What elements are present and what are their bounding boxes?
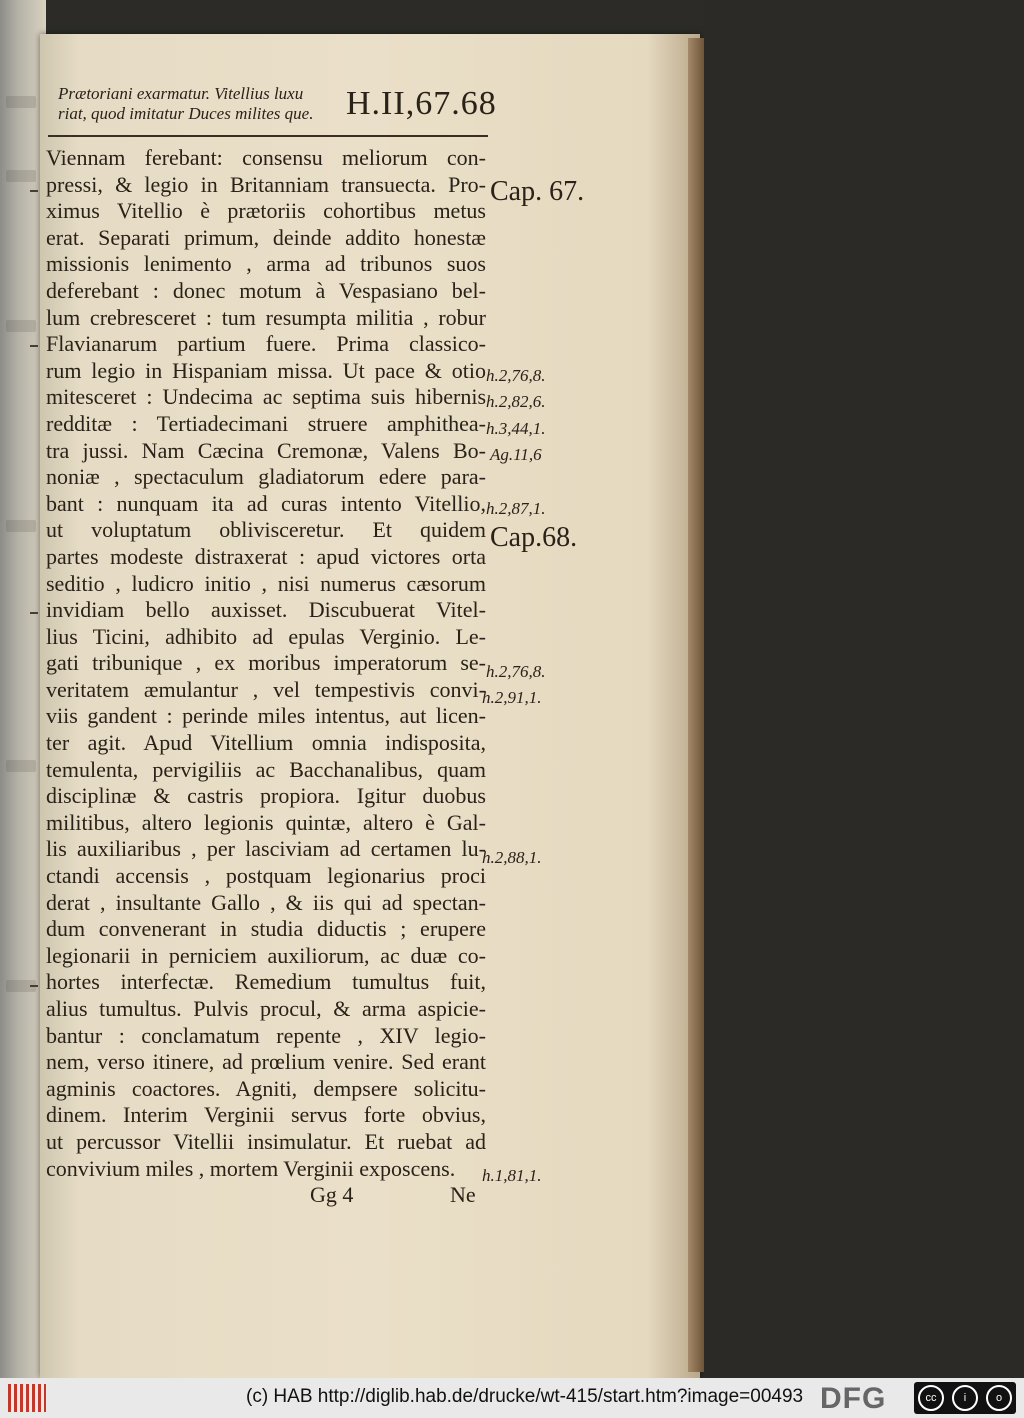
page-footer: [290, 1182, 490, 1212]
text-line: dinem. Interim Verginii servus forte obvius,: [46, 1102, 486, 1128]
sa-icon: o: [986, 1385, 1012, 1411]
margin-reference: h.3,44,1.: [486, 419, 546, 438]
text-line: Viennam ferebant: consensu meliorum con-: [46, 145, 486, 170]
body-text: [46, 145, 486, 1182]
text-line: disciplinæ & castris propiora. Igitur duobus: [46, 783, 486, 809]
margin-mark: [30, 612, 38, 614]
ghost-text: [6, 760, 36, 772]
text-line: seditio , ludicro initio , nisi numerus cæsorum: [46, 570, 486, 596]
text-line: viis gandent : perinde miles intentus, aut licen-: [46, 703, 486, 729]
text-line: dum convenerant in studia diductis ; erupere: [46, 916, 486, 942]
margin-mark: [30, 345, 38, 347]
ghost-text: [6, 520, 36, 532]
text-line: invidiam bello auxisset. Discubuerat Vitel-: [46, 597, 486, 623]
viewer-footer-bar: [0, 1378, 1024, 1418]
text-line: bantur : conclamatum repente , XIV legio-: [46, 1022, 486, 1048]
margin-reference: h.2,88,1.: [482, 848, 542, 867]
text-line: Flavianarum partium fuere. Prima classico-: [46, 331, 486, 357]
margin-mark: [30, 985, 38, 987]
running-head-summary: [58, 84, 358, 124]
running-head-line: riat, quod imitatur Duces milites que.: [58, 104, 314, 123]
text-line: ut voluptatum oblivisceretur. Et quidem: [46, 517, 486, 543]
text-line: bant : nunquam ita ad curas intento Vitellio,: [46, 490, 486, 516]
text-line: deferebant : donec motum à Vespasiano bel-: [46, 277, 486, 303]
text-line: ctandi accensis , postquam legionarius proci: [46, 863, 486, 889]
text-line: ximus Vitellio è prætoriis cohortibus metus: [46, 198, 486, 224]
text-line: pressi, & legio in Britanniam transuecta. Pro-: [46, 171, 486, 197]
text-line: ut percussor Vitellii insimulatur. Et ruebat ad: [46, 1128, 486, 1154]
margin-reference: h.2,87,1.: [486, 499, 546, 518]
text-line: nem, verso itinere, ad prœlium venire. Sed erant: [46, 1049, 486, 1075]
text-line: partes modeste distraxerat : apud victores orta: [46, 543, 486, 569]
cc-icon: cc: [918, 1385, 944, 1411]
barcode-icon: [8, 1384, 46, 1412]
margin-chapter-68: Cap.68.: [490, 522, 578, 553]
page-fore-edge: [688, 38, 704, 1372]
text-line: ter agit. Apud Vitellium omnia indisposita,: [46, 730, 486, 756]
margin-reference: h.2,91,1.: [482, 688, 542, 707]
text-line: noniæ , spectaculum gladiatorum edere para-: [46, 464, 486, 490]
text-line: lius Ticini, adhibito ad epulas Verginio. Le-: [46, 623, 486, 649]
running-head-reference: H.II,67.68: [346, 85, 497, 122]
text-line: tra jussi. Nam Cæcina Cremonæ, Valens Bo-: [46, 437, 486, 463]
text-line: agminis coactores. Agniti, dempsere solicitu-: [46, 1075, 486, 1101]
creative-commons-badge[interactable]: [914, 1382, 1016, 1414]
text-line: lis auxiliaribus , per lasciviam ad certamen lu-: [46, 836, 486, 862]
text-line: gati tribunique , ex moribus imperatorum se-: [46, 650, 486, 676]
text-line: erat. Separati primum, deinde addito honestæ: [46, 224, 486, 250]
text-line: mitesceret : Undecima ac septima suis hibernis: [46, 384, 486, 410]
copyright-link[interactable]: (c) HAB http://diglib.hab.de/drucke/wt-415/start.htm?image=00493: [246, 1386, 804, 1407]
text-line: derat , insultante Gallo , & iis qui ad spectan-: [46, 889, 486, 915]
dfg-logo: DFG: [820, 1382, 887, 1415]
margin-reference: h.2,82,6.: [486, 392, 546, 411]
margin-reference: h.2,76,8.: [486, 662, 546, 681]
text-line: lum crebresceret : tum resumpta militia , robur: [46, 304, 486, 330]
margin-reference: h.1,81,1.: [482, 1166, 542, 1185]
signature-mark: Gg 4: [310, 1182, 354, 1207]
running-head: [58, 80, 498, 132]
margin-reference: h.2,76,8.: [486, 366, 546, 385]
background-dark: [704, 0, 1024, 1378]
text-line: temulenta, pervigiliis ac Bacchanalibus, quam: [46, 756, 486, 782]
running-head-line: Prætoriani exarmatur. Vitellius luxu: [58, 84, 304, 103]
text-line: alius tumultus. Pulvis procul, & arma aspicie-: [46, 996, 486, 1021]
text-line: missionis lenimento , arma ad tribunos suos: [46, 251, 486, 277]
catchword: Ne: [450, 1182, 476, 1207]
ghost-text: [6, 96, 36, 108]
ghost-text: [6, 170, 36, 182]
text-line: redditæ : Tertiadecimani struere amphithea-: [46, 410, 486, 436]
margin-chapter-67: Cap. 67.: [490, 176, 585, 207]
text-line: veritatem æmulantur , vel tempestivis convi-: [46, 676, 486, 702]
by-icon: i: [952, 1385, 978, 1411]
margin-reference: Ag.11,6: [490, 445, 542, 464]
text-line: militibus, altero legionis quintæ, altero è Gal-: [46, 809, 486, 835]
header-rule: [48, 135, 488, 137]
ghost-text: [6, 320, 36, 332]
margin-mark: [30, 190, 38, 192]
text-line: hortes interfectæ. Remedium tumultus fuit,: [46, 969, 486, 995]
text-line: rum legio in Hispaniam missa. Ut pace & otio: [46, 357, 486, 383]
text-line: convivium miles , mortem Verginii exposcens.: [46, 1155, 456, 1181]
text-line: legionarii in perniciem auxiliorum, ac duæ co-: [46, 942, 486, 968]
